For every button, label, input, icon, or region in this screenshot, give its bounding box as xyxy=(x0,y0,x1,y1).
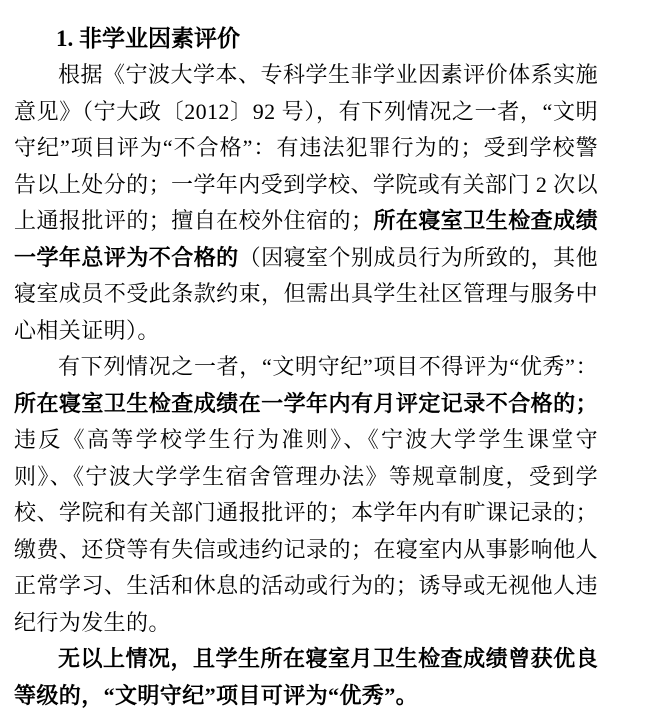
text-run: 所在寝室卫生检查成绩在一学年内有月评定记录不合格的； xyxy=(14,390,598,416)
paragraph xyxy=(14,641,598,714)
paragraph xyxy=(14,57,598,349)
text-run: 根据《宁波大学本、专科学生非学业因素评价体系实施意见》（宁大政〔2012〕92 号），有下列情况之一者，“文明守纪”项目评为“不合格”：有违法犯罪行为的；受到学校警告以上处分的；一学年内受到学校、学院或有关部门 2 次以上通报批评的；擅自在校外住宿的； xyxy=(14,62,598,233)
text-run: 无以上情况，且学生所在寝室月卫生检查成绩曾获优良等级的，“文明守纪”项目可评为“优秀”。 xyxy=(14,646,598,708)
text-run: （因寝室个别成员行为所致的，其他寝室成员不受此条款约束，但需出具学生社区管理与服务中心相关证明）。 xyxy=(14,244,598,343)
text-run: 违反《高等学校学生行为准则》、《宁波大学学生课堂守则》、《宁波大学学生宿舍管理办法》等规章制度，受到学校、学院和有关部门通报批评的；本学年内有旷课记录的；缴费、还贷等有失信或违约记录的；在寝室内从事影响他人正常学习、生活和休息的活动或行为的；诱导或无视他人违纪行为发生的。 xyxy=(14,427,598,635)
text-run: 有下列情况之一者，“文明守纪”项目不得评为“优秀”： xyxy=(58,354,598,379)
section-heading: 1. 非学业因素评价 xyxy=(56,26,240,51)
text-run: 所在寝室卫生检查成绩一学年总评为不合格的 xyxy=(14,208,598,270)
paragraph xyxy=(14,349,598,641)
document-body xyxy=(14,57,598,714)
